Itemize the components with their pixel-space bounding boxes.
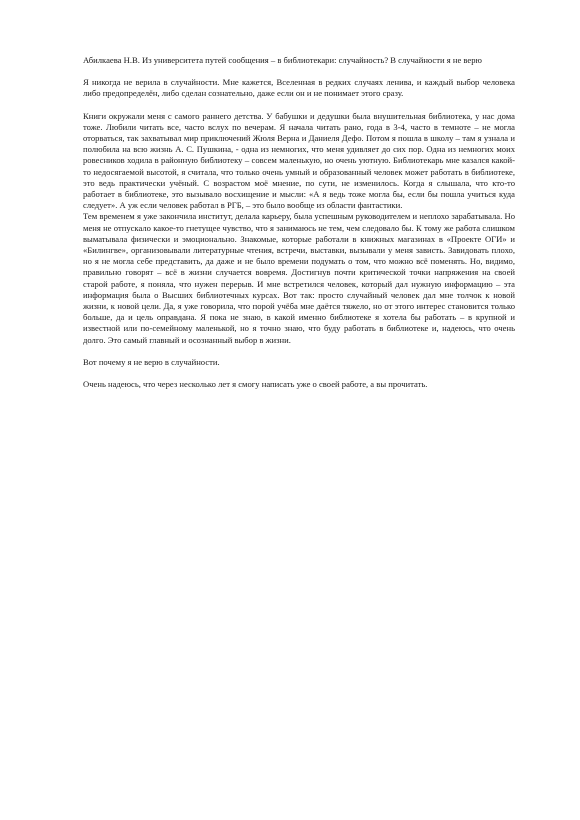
paragraph-intro: Я никогда не верила в случайности. Мне кажется, Вселенная в редких случаях ленива, и каждый выбор человека либо предопределён, либо сделан сознательно, даже если он и не понимает этого сразу. <box>83 77 515 99</box>
document-heading: Абилкаева Н.В. Из университета путей сообщения – в библиотекари: случайность? В случайности я не верю <box>83 55 482 65</box>
paragraph-career: Тем временем я уже закончила институт, делала карьеру, была успешным руководителем и неплохо зарабатывала. Но меня не отпускало какое-то гнетущее чувство, что я занимаюсь не тем, чем следовало бы. К тому же работа слишком выматывала физически и эмоционально. Знакомые, которые работали в книжных магазинах в «Проекте ОГИ» и «Билингве», организовывали литературные чтения, встречи, выставки, вызывали у меня зависть. Завидовать плохо, но я не могла себе представить, да даже и не было времени подумать о том, что можно всё поменять. Но, видимо, правильно говорят – всё в жизни случается вовремя. Достигнув почти критической точки напряжения на своей старой работе, я поняла, что нужен перерыв. И мне встретился человек, который дал нужную информацию – эта информация была о Высших библиотечных курсах. Вот так: просто случайный человек дал мне толчок к новой жизни, к новой цели. Да, я уже говорила, что порой учёба мне даётся тяжело, но от этого интерес становится только больше, да и цель оправдана. Я пока не знаю, в какой именно библиотеке я хотела бы работать – в крупной и известной или по-семейному маленькой, но я точно знаю, что буду работать в библиотеке и, надеюсь, что очень долго. Это самый главный и осознанный выбор в жизни. <box>83 211 515 345</box>
paragraph-closing: Очень надеюсь, что через несколько лет я смогу написать уже о своей работе, а вы прочитать. <box>83 379 428 390</box>
paragraph-conclusion: Вот почему я не верю в случайности. <box>83 356 220 367</box>
document-page <box>83 55 515 401</box>
paragraph-childhood: Книги окружали меня с самого раннего детства. У бабушки и дедушки была внушительная библиотека, у нас дома тоже. Любили читать все, часто вслух по вечерам. Я начала читать рано, года в 3-4, часто в темноте – не могла оторваться, так захватывал мир приключений Жюля Верна и Даниеля Дефо. Потом я пошла в школу – там я узнала и полюбила на всю жизнь А. С. Пушкина, - одна из немногих, что меня удивляет до сих пор. Одна из немногих моих ровесников ходила в районную библиотеку – совсем маленькую, но очень уютную. Библиотекарь мне казался какой-то недосягаемой высотой, я считала, что только очень умный и образованный человек может работать в библиотеке, это ведь практически учёный. С возрастом моё мнение, по сути, не изменилось. Когда я слышала, что кто-то работает в библиотеке, это вызывало восхищение и мысли: «А я ведь тоже могла бы, если бы пошла учиться куда следует». А уж если человек работал в РГБ, – это было вообще из области фантастики. <box>83 110 515 211</box>
